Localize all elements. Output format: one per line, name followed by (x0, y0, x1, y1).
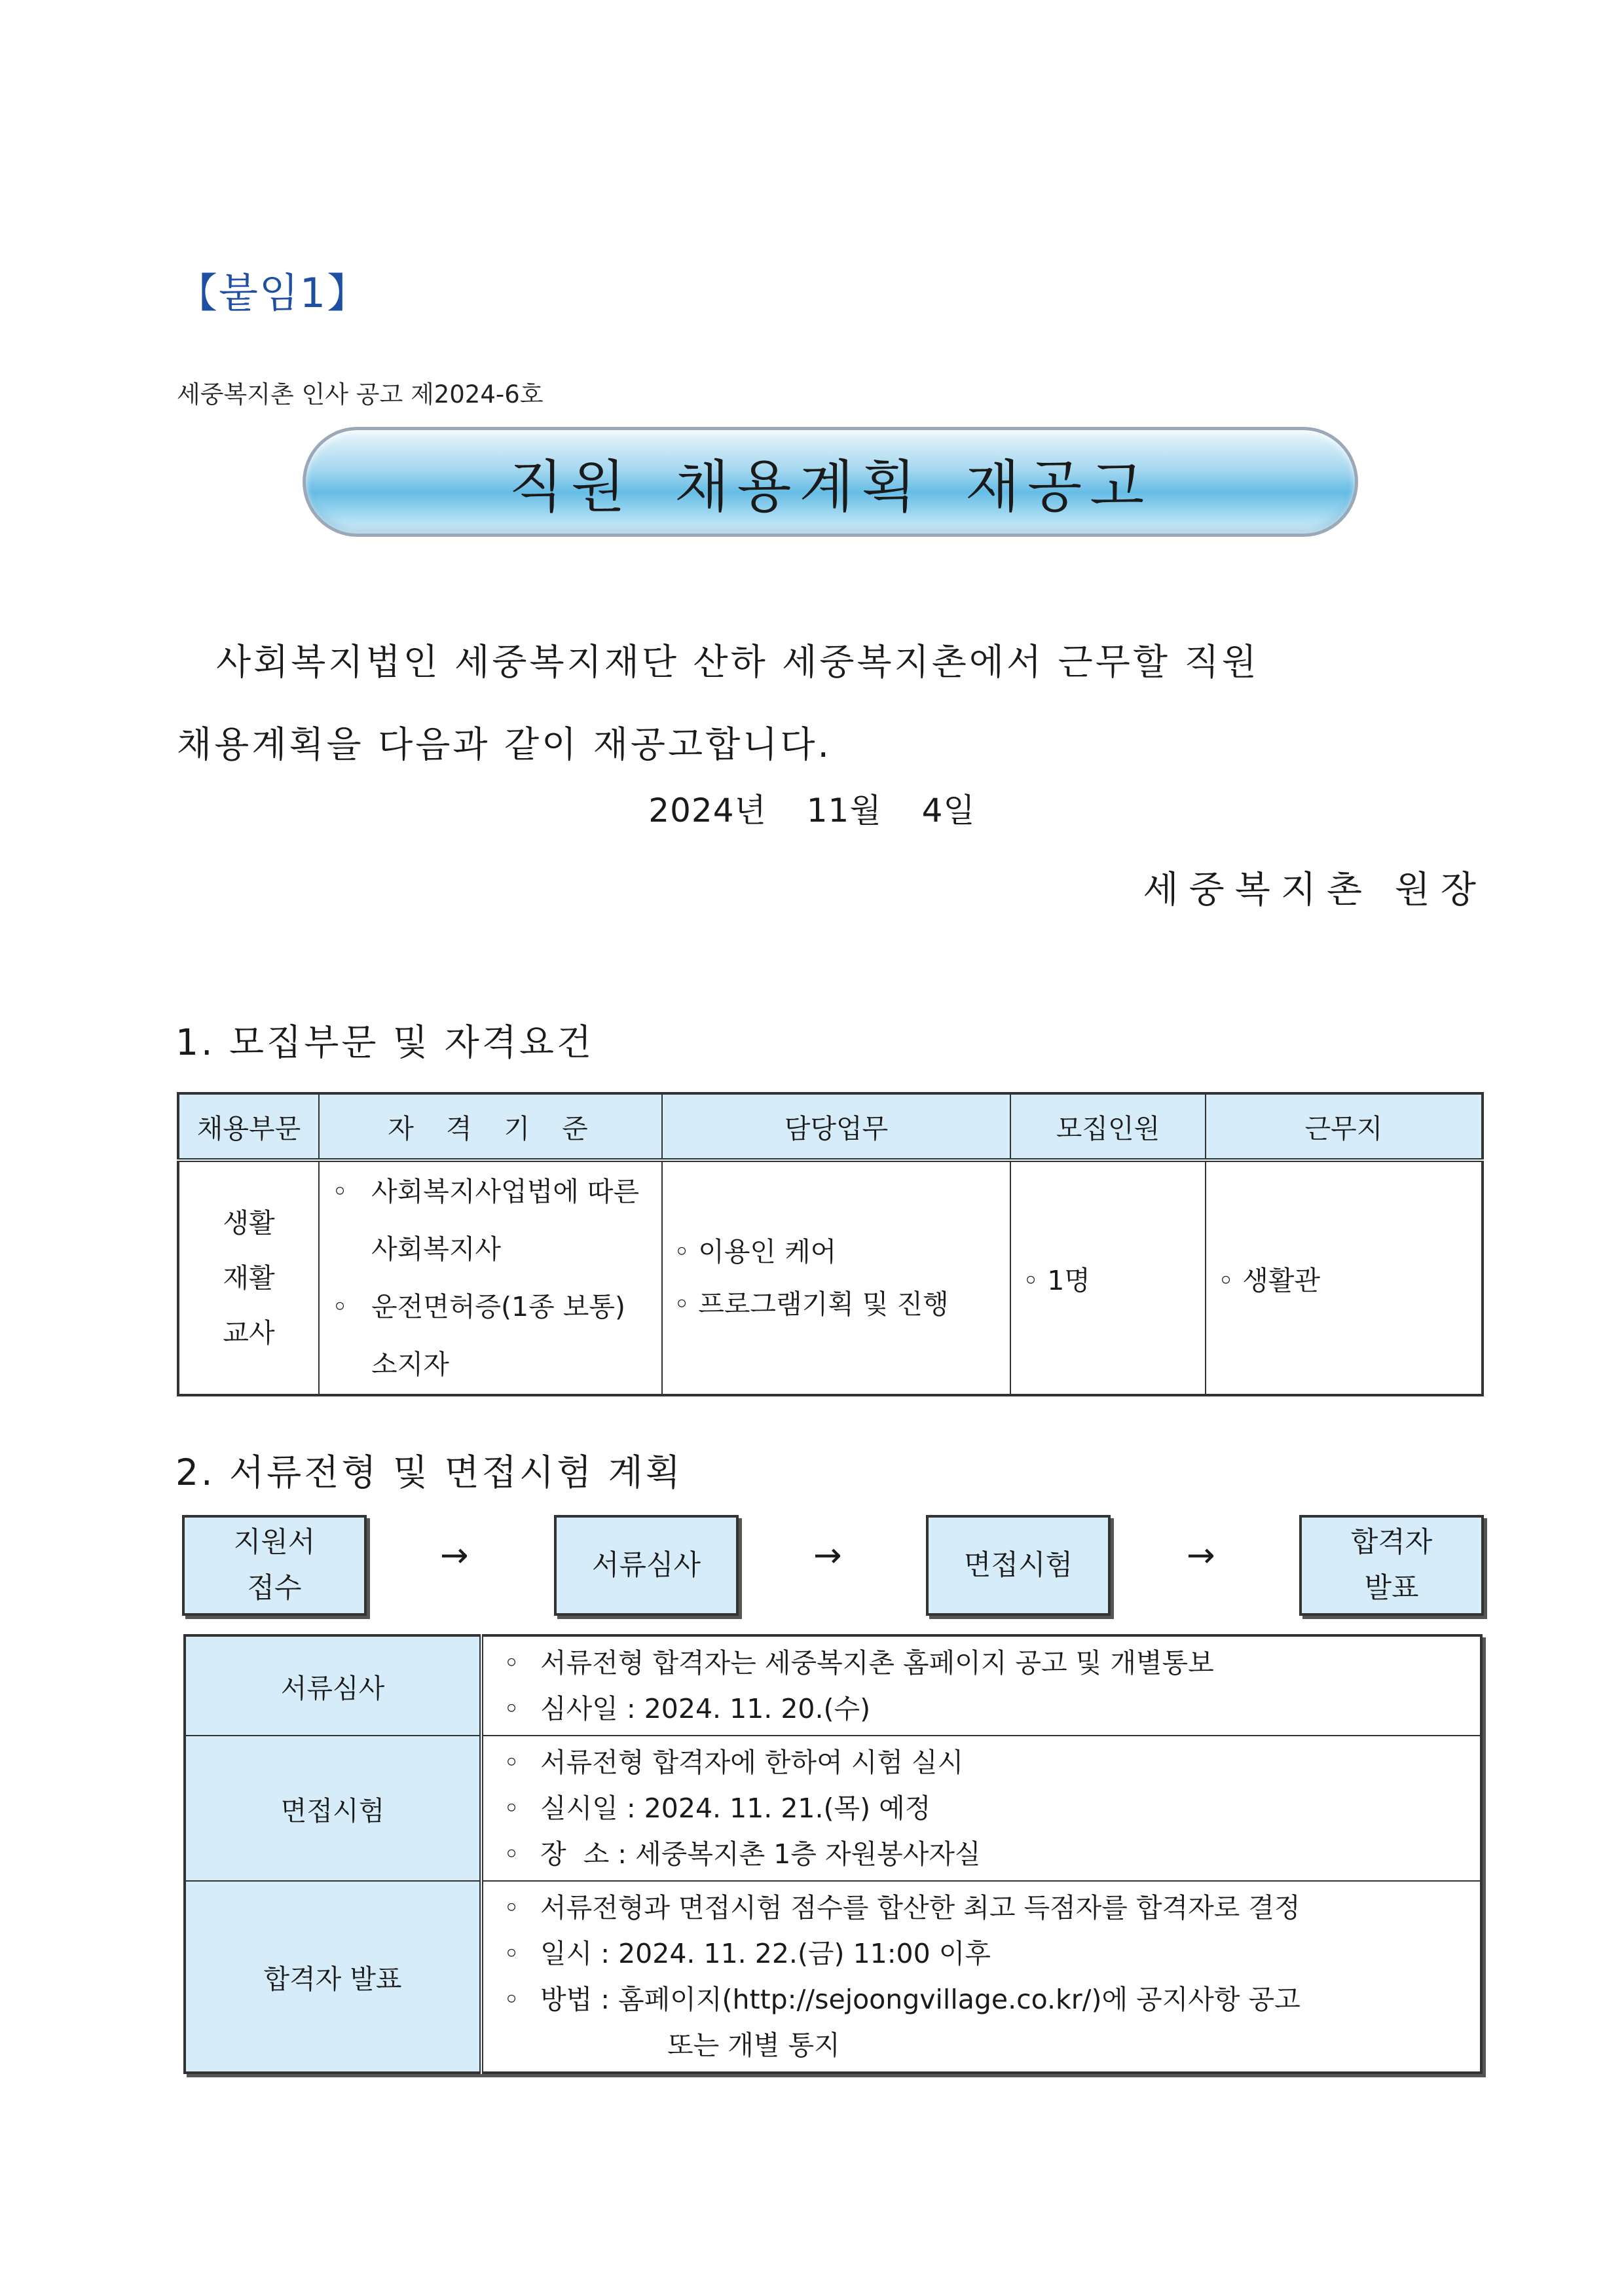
table-row (185, 1881, 1481, 2073)
signer: 세중복지촌 원장 (1143, 869, 1486, 911)
flow-step-line: 합격자 (1350, 1526, 1433, 1559)
flow-step-line: 지원서 (233, 1526, 316, 1559)
header-dept: 채용부문 (178, 1093, 319, 1160)
section-2-title: 2. 서류전형 및 면접시험 계획 (175, 1451, 683, 1493)
plan-head-document-review: 서류심사 (185, 1635, 481, 1736)
list-item: ◦ 심사일 : 2024. 11. 20.(수) (504, 1686, 1479, 1732)
plan-head-announcement: 합격자 발표 (185, 1881, 481, 2073)
flow-step-interview (926, 1515, 1111, 1616)
headcount-cell: ◦ 1명 (1010, 1160, 1206, 1395)
arrow-right-icon: → (1187, 1536, 1215, 1575)
list-item: ◦ 운전면허증(1종 보통) (332, 1278, 661, 1336)
plan-details (481, 1881, 1481, 2073)
intro-line-1: 사회복지법인 세중복지재단 산하 세중복지촌에서 근무할 직원 (216, 641, 1259, 683)
table-row (178, 1160, 1483, 1395)
flow-step-announcement (1299, 1515, 1484, 1616)
location-cell: ◦ 생활관 (1206, 1160, 1483, 1395)
list-item: 사회복지사 (371, 1233, 502, 1265)
intro-paragraph (177, 621, 1473, 786)
header-headcount: 모집인원 (1010, 1093, 1206, 1160)
list-item: ◦ 장 소 : 세중복지촌 1층 자원봉사자실 (504, 1831, 1479, 1877)
plan-details (481, 1736, 1481, 1881)
qualification-cell (319, 1160, 662, 1395)
plan-details (481, 1635, 1481, 1736)
list-item: ◦ 사회복지사업법에 따른 (332, 1163, 661, 1220)
plan-head-interview: 면접시험 (185, 1736, 481, 1881)
flow-step-line: 접수 (247, 1572, 302, 1605)
list-item: ◦ 방법 : 홈페이지(http://sejoongvillage.co.kr/)에 공지사항 공고 (504, 1977, 1479, 2022)
header-location: 근무지 (1206, 1093, 1483, 1160)
notice-number: 세중복지촌 인사 공고 제2024-6호 (177, 380, 544, 409)
dept-line: 재활 (223, 1262, 275, 1294)
flow-step-line: 발표 (1364, 1572, 1419, 1605)
attachment-label: 【붙임1】 (177, 269, 369, 317)
list-item: ◦ 서류전형 합격자에 한하여 시험 실시 (504, 1740, 1479, 1785)
requirements-table (177, 1092, 1484, 1396)
intro-line-2: 채용계획을 다음과 같이 재공고합니다. (177, 723, 832, 765)
table-header-row (178, 1093, 1483, 1160)
date-year: 2024년 (648, 792, 767, 829)
list-item: ◦ 일시 : 2024. 11. 22.(금) 11:00 이후 (504, 1931, 1479, 1977)
page-title: 직원 채용계획 재공고 (508, 454, 1153, 520)
header-qualification: 자 격 기 준 (319, 1093, 662, 1160)
header-duty: 담당업무 (662, 1093, 1010, 1160)
arrow-right-icon: → (440, 1536, 469, 1575)
section-1-title: 1. 모집부문 및 자격요건 (175, 1021, 595, 1063)
list-item: ◦ 프로그램기획 및 진행 (674, 1288, 949, 1320)
flow-step-line: 서류심사 (591, 1549, 701, 1582)
flow-step-application (182, 1515, 367, 1616)
list-item: 또는 개별 통지 (667, 2030, 840, 2061)
dept-cell (178, 1160, 319, 1395)
dept-line: 생활 (223, 1207, 275, 1239)
list-item: ◦ 서류전형 합격자는 세중복지촌 홈페이지 공고 및 개별통보 (504, 1640, 1479, 1686)
list-item: 소지자 (371, 1349, 449, 1380)
duty-cell (662, 1160, 1010, 1395)
list-item: ◦ 실시일 : 2024. 11. 21.(목) 예정 (504, 1785, 1479, 1831)
date-day: 4일 (921, 792, 976, 829)
arrow-right-icon: → (813, 1536, 842, 1575)
flow-step-document-review (554, 1515, 739, 1616)
dept-line: 교사 (223, 1317, 275, 1349)
table-row (185, 1635, 1481, 1736)
table-row (185, 1736, 1481, 1881)
schedule-table (183, 1634, 1483, 2074)
list-item: ◦ 이용인 케어 (674, 1236, 837, 1267)
title-banner (303, 427, 1358, 537)
list-item: ◦ 서류전형과 면접시험 점수를 합산한 최고 득점자를 합격자로 결정 (504, 1885, 1479, 1931)
notice-date (0, 784, 1624, 831)
date-month: 11월 (806, 792, 882, 829)
flow-step-line: 면접시험 (963, 1549, 1073, 1582)
